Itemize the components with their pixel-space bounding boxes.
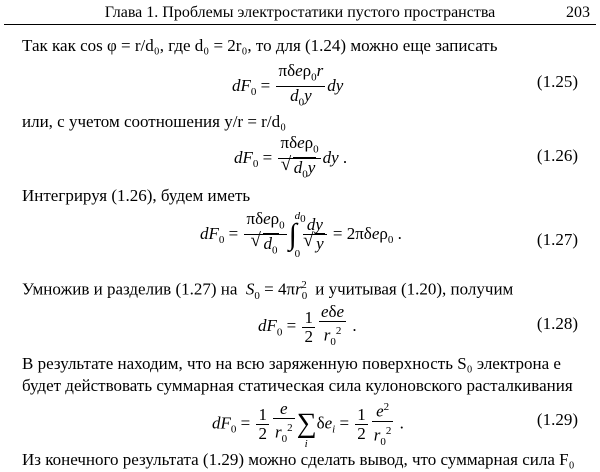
- paragraph-line-7: Из конечного результата (1.29) можно сделать вывод, что суммарная сила F₀: [22, 450, 575, 469]
- equation-number-1-25: (1.25): [536, 72, 578, 91]
- equation-number-1-26: (1.26): [536, 146, 578, 165]
- paragraph-line-4-end: и учитывая (1.20), получим: [315, 279, 514, 299]
- paragraph-line-2: или, с учетом соотношения y/r = r/d₀: [22, 112, 286, 131]
- equation-1-27: $dF_0$ = πδeρ$_0$ √ $d_0$ ∫ $d_0$ 0 dy √ y = 2πδeρ$_0$ .: [200, 210, 402, 260]
- page-header: [4, 2, 596, 25]
- paragraph-line-3: Интегрируя (1.26), будем иметь: [22, 186, 251, 205]
- equation-number-1-28: (1.28): [536, 314, 578, 333]
- chapter-title: Глава 1. Проблемы электростатики пустого пространства: [104, 4, 496, 21]
- equation-number-1-27: (1.27): [536, 230, 578, 249]
- equation-1-29: $dF_0$ = $\frac{1}{2}$ $\frac{e}{r_0^2}$ ∑ i $\delta e_i$ = $\frac{1}{2}$ $\frac{e^2}{r_0^2}$ .: [212, 399, 404, 451]
- paragraph-line-6: будет действовать суммарная статическая сила кулоновского расталкивания: [22, 376, 573, 395]
- equation-1-26: $dF_0$ = πδeρ$_0$ √ $d_0y$ dy .: [234, 134, 347, 184]
- paragraph-line-4: Умножив и разделив (1.27) на $S_0 = 4\pi r_0^2$ и учитывая (1.20), получим: [22, 279, 514, 303]
- equation-1-25: $dF_0$ = $\frac{\pi\delta e\rho_0r}{d_0y}$ dy: [232, 62, 343, 112]
- paragraph-line-1: Так как cos φ = r/d₀, где d₀ = 2r₀, то для (1.24) можно еще записать: [22, 36, 498, 55]
- page-number: 203: [566, 4, 590, 21]
- paragraph-line-4-start: Умножив и разделив (1.27) на: [22, 279, 238, 299]
- paragraph-line-5: В результате находим, что на всю заряженную поверхность S₀ электрона e: [22, 354, 561, 373]
- equation-1-28: $dF_0$ = $\frac{1}{2}$ $\frac{\text{eδe}}{r_0^2}$ .: [258, 303, 357, 351]
- equation-number-1-29: (1.29): [536, 410, 578, 429]
